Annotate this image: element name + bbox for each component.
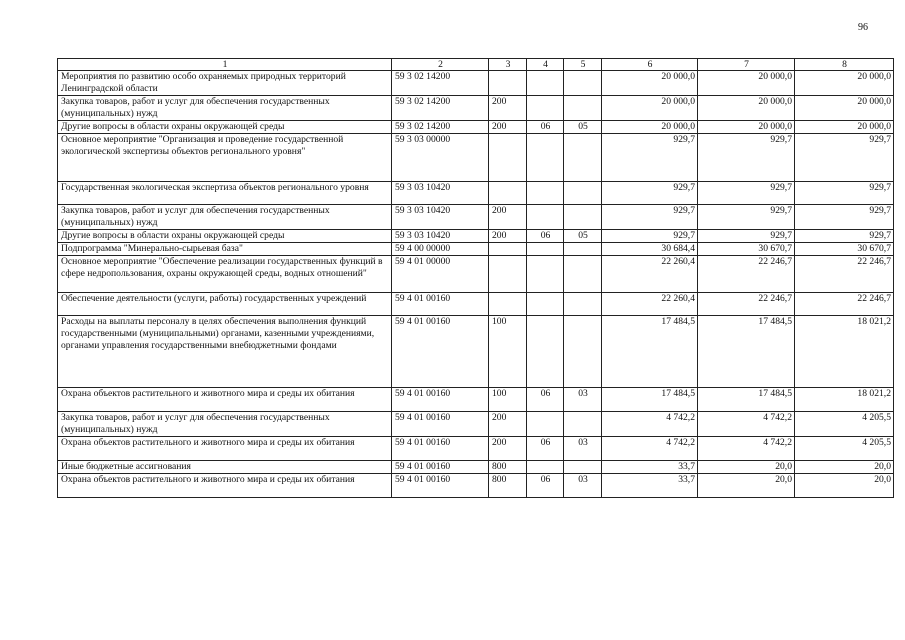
- row-name: Мероприятия по развитию особо охраняемых природных территорий Ленинградской области: [58, 71, 392, 96]
- row-section: 06: [527, 437, 564, 461]
- row-value-col8: 4 205,5: [795, 412, 894, 437]
- table-row: [58, 96, 894, 121]
- row-value-col6: 20 000,0: [602, 96, 698, 121]
- table-row: [58, 121, 894, 134]
- table-row: [58, 316, 894, 388]
- table-row: [58, 243, 894, 256]
- row-code: 59 3 02 14200: [392, 96, 489, 121]
- row-name: Закупка товаров, работ и услуг для обеспечения государственных (муниципальных) нужд: [58, 96, 392, 121]
- table-row: [58, 256, 894, 293]
- page-number: 96: [858, 22, 868, 33]
- row-expense-type: [489, 182, 527, 205]
- row-value-col8: 30 670,7: [795, 243, 894, 256]
- column-header: 5: [564, 59, 602, 71]
- row-code: 59 4 01 00160: [392, 293, 489, 316]
- row-expense-type: 800: [489, 461, 527, 474]
- row-expense-type: [489, 134, 527, 182]
- row-expense-type: 200: [489, 96, 527, 121]
- row-section: [527, 243, 564, 256]
- row-section: 06: [527, 230, 564, 243]
- row-value-col6: 30 684,4: [602, 243, 698, 256]
- row-code: 59 3 03 10420: [392, 182, 489, 205]
- row-value-col6: 33,7: [602, 474, 698, 498]
- row-subsection: 03: [564, 437, 602, 461]
- row-value-col7: 929,7: [698, 205, 795, 230]
- row-code: 59 3 02 14200: [392, 71, 489, 96]
- row-section: 06: [527, 474, 564, 498]
- row-value-col7: 929,7: [698, 182, 795, 205]
- row-name: Охрана объектов растительного и животного мира и среды их обитания: [58, 437, 392, 461]
- row-name: Охрана объектов растительного и животного мира и среды их обитания: [58, 474, 392, 498]
- row-code: 59 3 03 10420: [392, 230, 489, 243]
- column-header: 6: [602, 59, 698, 71]
- row-value-col8: 929,7: [795, 134, 894, 182]
- row-name: Государственная экологическая экспертиза объектов регионального уровня: [58, 182, 392, 205]
- row-subsection: [564, 243, 602, 256]
- row-value-col7: 4 742,2: [698, 412, 795, 437]
- table-row: [58, 293, 894, 316]
- column-header: 7: [698, 59, 795, 71]
- row-expense-type: 200: [489, 205, 527, 230]
- column-header: 1: [58, 59, 392, 71]
- row-value-col8: 20 000,0: [795, 96, 894, 121]
- row-code: 59 4 00 00000: [392, 243, 489, 256]
- row-value-col7: 22 246,7: [698, 256, 795, 293]
- row-name: Закупка товаров, работ и услуг для обеспечения государственных (муниципальных) нужд: [58, 412, 392, 437]
- row-value-col7: 20 000,0: [698, 71, 795, 96]
- row-expense-type: [489, 243, 527, 256]
- row-name: Иные бюджетные ассигнования: [58, 461, 392, 474]
- row-value-col8: 20,0: [795, 474, 894, 498]
- row-code: 59 4 01 00160: [392, 316, 489, 388]
- row-value-col7: 30 670,7: [698, 243, 795, 256]
- row-subsection: [564, 134, 602, 182]
- row-section: [527, 134, 564, 182]
- table-row: [58, 71, 894, 96]
- column-header-row: [58, 59, 894, 71]
- row-value-col7: 20,0: [698, 461, 795, 474]
- row-value-col6: 929,7: [602, 205, 698, 230]
- row-expense-type: 800: [489, 474, 527, 498]
- row-expense-type: 200: [489, 230, 527, 243]
- row-name: Охрана объектов растительного и животного мира и среды их обитания: [58, 388, 392, 412]
- row-value-col7: 929,7: [698, 134, 795, 182]
- row-expense-type: 200: [489, 121, 527, 134]
- row-subsection: 05: [564, 230, 602, 243]
- row-value-col7: 17 484,5: [698, 388, 795, 412]
- row-value-col7: 20 000,0: [698, 96, 795, 121]
- row-name: Основное мероприятие "Организация и проведение государственной экологической экспертизы объектов регионального уровня": [58, 134, 392, 182]
- row-value-col6: 22 260,4: [602, 256, 698, 293]
- row-name: Основное мероприятие "Обеспечение реализации государственных функций в сфере недропользования, охраны окружающей среды, водных отношений": [58, 256, 392, 293]
- row-value-col8: 18 021,2: [795, 388, 894, 412]
- row-value-col6: 20 000,0: [602, 71, 698, 96]
- row-subsection: [564, 316, 602, 388]
- column-header: 4: [527, 59, 564, 71]
- row-value-col6: 4 742,2: [602, 437, 698, 461]
- budget-table: [57, 58, 894, 498]
- row-expense-type: [489, 71, 527, 96]
- row-value-col6: 929,7: [602, 134, 698, 182]
- row-name: Подпрограмма "Минерально-сырьевая база": [58, 243, 392, 256]
- row-expense-type: 100: [489, 316, 527, 388]
- table-row: [58, 437, 894, 461]
- row-value-col8: 4 205,5: [795, 437, 894, 461]
- row-subsection: [564, 293, 602, 316]
- row-section: [527, 96, 564, 121]
- row-subsection: [564, 71, 602, 96]
- row-section: [527, 461, 564, 474]
- row-value-col6: 929,7: [602, 182, 698, 205]
- row-code: 59 4 01 00160: [392, 474, 489, 498]
- row-name: Обеспечение деятельности (услуги, работы) государственных учреждений: [58, 293, 392, 316]
- column-header: 8: [795, 59, 894, 71]
- row-subsection: 05: [564, 121, 602, 134]
- row-value-col7: 4 742,2: [698, 437, 795, 461]
- row-value-col7: 17 484,5: [698, 316, 795, 388]
- row-value-col8: 929,7: [795, 230, 894, 243]
- row-value-col6: 20 000,0: [602, 121, 698, 134]
- row-value-col8: 22 246,7: [795, 256, 894, 293]
- row-code: 59 4 01 00160: [392, 461, 489, 474]
- row-value-col7: 22 246,7: [698, 293, 795, 316]
- row-code: 59 4 01 00160: [392, 437, 489, 461]
- row-subsection: [564, 461, 602, 474]
- table-row: [58, 230, 894, 243]
- row-section: [527, 412, 564, 437]
- row-subsection: [564, 205, 602, 230]
- row-section: 06: [527, 388, 564, 412]
- row-code: 59 3 03 00000: [392, 134, 489, 182]
- table-row: [58, 474, 894, 498]
- row-code: 59 4 01 00160: [392, 412, 489, 437]
- row-subsection: [564, 256, 602, 293]
- row-subsection: [564, 412, 602, 437]
- row-section: [527, 293, 564, 316]
- row-value-col7: 929,7: [698, 230, 795, 243]
- row-value-col7: 20 000,0: [698, 121, 795, 134]
- row-name: Другие вопросы в области охраны окружающей среды: [58, 230, 392, 243]
- row-section: 06: [527, 121, 564, 134]
- row-value-col7: 20,0: [698, 474, 795, 498]
- row-code: 59 3 03 10420: [392, 205, 489, 230]
- row-value-col6: 929,7: [602, 230, 698, 243]
- row-subsection: [564, 182, 602, 205]
- row-value-col8: 20 000,0: [795, 121, 894, 134]
- row-code: 59 4 01 00160: [392, 388, 489, 412]
- row-name: Расходы на выплаты персоналу в целях обеспечения выполнения функций государственными (муниципальными) органами, казенными учреждениями, органами управления государственными внебюджетными фондами: [58, 316, 392, 388]
- row-section: [527, 205, 564, 230]
- row-expense-type: [489, 293, 527, 316]
- row-expense-type: 100: [489, 388, 527, 412]
- row-value-col6: 22 260,4: [602, 293, 698, 316]
- row-value-col8: 18 021,2: [795, 316, 894, 388]
- row-value-col6: 17 484,5: [602, 316, 698, 388]
- row-subsection: 03: [564, 474, 602, 498]
- column-header: 2: [392, 59, 489, 71]
- table-row: [58, 388, 894, 412]
- row-value-col8: 22 246,7: [795, 293, 894, 316]
- table-row: [58, 461, 894, 474]
- row-value-col8: 929,7: [795, 182, 894, 205]
- row-value-col6: 4 742,2: [602, 412, 698, 437]
- table-row: [58, 134, 894, 182]
- row-name: Закупка товаров, работ и услуг для обеспечения государственных (муниципальных) нужд: [58, 205, 392, 230]
- row-expense-type: 200: [489, 412, 527, 437]
- table-row: [58, 205, 894, 230]
- row-value-col6: 17 484,5: [602, 388, 698, 412]
- table-row: [58, 412, 894, 437]
- table-row: [58, 182, 894, 205]
- row-section: [527, 256, 564, 293]
- column-header: 3: [489, 59, 527, 71]
- row-name: Другие вопросы в области охраны окружающей среды: [58, 121, 392, 134]
- row-section: [527, 71, 564, 96]
- row-value-col8: 20,0: [795, 461, 894, 474]
- row-value-col8: 20 000,0: [795, 71, 894, 96]
- row-subsection: 03: [564, 388, 602, 412]
- row-value-col6: 33,7: [602, 461, 698, 474]
- row-expense-type: 200: [489, 437, 527, 461]
- row-code: 59 3 02 14200: [392, 121, 489, 134]
- row-value-col8: 929,7: [795, 205, 894, 230]
- row-subsection: [564, 96, 602, 121]
- row-section: [527, 182, 564, 205]
- row-code: 59 4 01 00000: [392, 256, 489, 293]
- row-expense-type: [489, 256, 527, 293]
- row-section: [527, 316, 564, 388]
